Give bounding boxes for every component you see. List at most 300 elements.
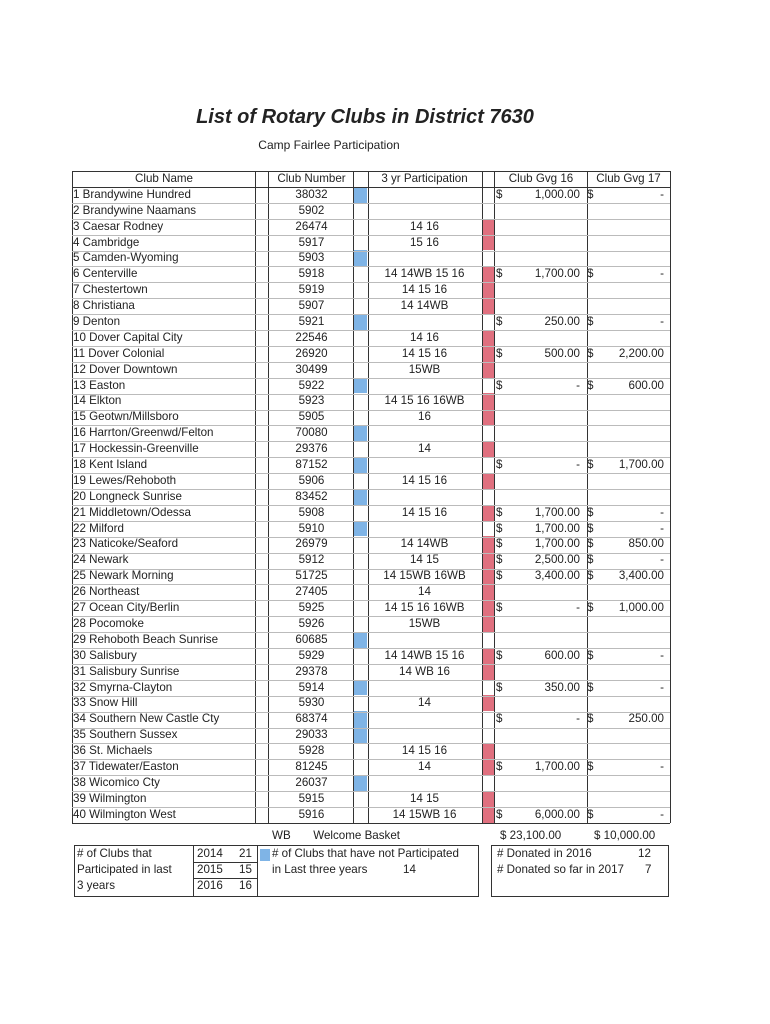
club-name: 1 Brandywine Hundred: [73, 187, 191, 201]
participation-marker: [354, 521, 367, 537]
participation-marker: [354, 616, 367, 632]
gvg16-cell: [496, 266, 586, 282]
dollar-sign: $: [496, 712, 503, 726]
club-name: 3 Caesar Rodney: [73, 219, 164, 233]
grid-hline: [72, 314, 670, 315]
table-row: [72, 632, 672, 648]
gvg17-cell: [587, 346, 670, 362]
dollar-sign: $: [587, 601, 594, 615]
grid-hline: [72, 394, 670, 395]
club-name: 30 Salisbury: [73, 648, 137, 662]
gvg16-cell: [496, 330, 586, 346]
participation-marker: [354, 266, 367, 282]
gvg17-value: 600.00: [628, 378, 664, 392]
red-marker: [482, 505, 494, 521]
participation-marker: [354, 235, 367, 251]
gvg17-cell: [587, 775, 670, 791]
participation-years: 14 16: [409, 219, 439, 233]
gvg17-cell: [587, 632, 670, 648]
participation-marker: [354, 425, 367, 441]
grid-hline: [72, 696, 670, 697]
club-number: 5916: [298, 807, 325, 821]
dollar-sign: $: [496, 315, 503, 329]
gvg17-value: 1,700.00: [618, 458, 664, 472]
red-marker: [482, 330, 494, 346]
dollar-sign: $: [496, 648, 503, 662]
participation-years: [368, 425, 481, 441]
club-name: 33 Snow Hill: [73, 696, 138, 710]
dollar-sign: $: [587, 648, 594, 662]
club-number: 26920: [295, 346, 328, 360]
grid-hline: [72, 425, 670, 426]
table-row: [72, 600, 672, 616]
club-number: 5915: [298, 791, 325, 805]
gvg17-value: 250.00: [628, 712, 664, 726]
donated-2016-label: # Donated in 2016: [497, 847, 592, 860]
grid-hline: [72, 298, 670, 299]
club-number: 5925: [298, 601, 325, 615]
participation-marker: [354, 632, 367, 648]
gvg17-cell: [587, 616, 670, 632]
club-name: 26 Northeast: [73, 585, 140, 599]
wb-text: Welcome Basket: [313, 829, 401, 842]
table-row: [72, 584, 672, 600]
club-name: 5 Camden-Wyoming: [73, 251, 179, 265]
grid-hline: [72, 632, 670, 633]
grid-hline: [72, 330, 670, 331]
club-number: 5918: [298, 267, 325, 281]
header-gvg17: Club Gvg 17: [596, 172, 661, 185]
gvg16-cell: [496, 664, 586, 680]
grid-vline: [353, 171, 354, 823]
club-number: 27405: [295, 585, 328, 599]
gvg16-cell: [496, 552, 586, 568]
donated-2016-count: 12: [638, 847, 651, 860]
gvg16-cell: [496, 457, 586, 473]
dollar-sign: $: [496, 680, 503, 694]
participation-marker: [354, 552, 367, 568]
dollar-sign: $: [587, 680, 594, 694]
gvg17-value: -: [660, 759, 664, 773]
dollar-sign: $: [587, 267, 594, 281]
club-number: 5910: [298, 521, 325, 535]
participation-marker: [354, 648, 367, 664]
gvg17-cell: [587, 393, 670, 409]
club-number: 5908: [298, 505, 325, 519]
grid-hline: [72, 648, 670, 649]
club-name: 15 Geotwn/Millsboro: [73, 410, 179, 424]
gvg16-value: -: [576, 458, 580, 472]
dollar-sign: $: [496, 267, 503, 281]
table-row: [72, 791, 672, 807]
gvg16-cell: [496, 314, 586, 330]
club-name: 9 Denton: [73, 315, 121, 329]
participation-years: [368, 775, 481, 791]
club-name: 7 Chestertown: [73, 283, 148, 297]
gvg17-cell: [587, 600, 670, 616]
grid-vline: [255, 171, 256, 823]
grid-hline: [72, 171, 670, 172]
red-marker: [482, 791, 494, 807]
gvg16-cell: [496, 409, 586, 425]
header-gvg16: Club Gvg 16: [508, 172, 574, 185]
grid-hline: [72, 616, 670, 617]
club-name: 23 Naticoke/Seaford: [73, 537, 179, 551]
participation-marker: [354, 807, 367, 823]
gvg16-cell: [496, 425, 586, 441]
club-number: 5926: [298, 616, 325, 630]
table-row: [72, 203, 672, 219]
dollar-sign: $: [587, 807, 594, 821]
grid-hline: [72, 728, 670, 729]
red-marker: [482, 648, 494, 664]
gvg17-cell: [587, 743, 670, 759]
table-row: [72, 330, 672, 346]
participation-marker: [354, 664, 367, 680]
grid-vline: [368, 171, 369, 823]
red-marker: [482, 536, 494, 552]
gvg17-cell: [587, 727, 670, 743]
gvg16-cell: [496, 680, 586, 696]
dollar-sign: $: [496, 378, 503, 392]
participation-years: [368, 314, 481, 330]
red-marker: [482, 743, 494, 759]
grid-hline: [72, 362, 670, 363]
dollar-sign: $: [587, 712, 594, 726]
club-name: 36 St. Michaels: [73, 744, 153, 758]
club-number: 29378: [295, 664, 328, 678]
participation-years: 14: [418, 442, 431, 456]
table-row: [72, 727, 672, 743]
club-name: 14 Elkton: [73, 394, 122, 408]
grid-hline: [72, 378, 670, 379]
table-row: [72, 664, 672, 680]
grid-hline: [72, 251, 670, 252]
gvg16-cell: [496, 346, 586, 362]
gvg16-value: 1,700.00: [534, 521, 580, 535]
participation-years: 14 15 16: [401, 473, 448, 487]
club-name: 10 Dover Capital City: [73, 330, 183, 344]
red-marker: [482, 362, 494, 378]
gvg16-cell: [496, 250, 586, 266]
gvg17-cell: [587, 235, 670, 251]
club-name: 16 Harrton/Greenwd/Felton: [73, 426, 214, 440]
donated-2017-count: 7: [645, 863, 652, 876]
participation-marker: [354, 600, 367, 616]
club-name: 12 Dover Downtown: [73, 362, 178, 376]
gvg17-cell: [587, 409, 670, 425]
gvg17-value: -: [660, 521, 664, 535]
dollar-sign: $: [587, 378, 594, 392]
club-number: 5903: [298, 251, 325, 265]
club-name: 28 Pocomoke: [73, 616, 144, 630]
donated-2017-label: # Donated so far in 2017: [497, 863, 624, 876]
participation-marker: [354, 536, 367, 552]
red-marker: [482, 219, 494, 235]
dollar-sign: $: [587, 458, 594, 472]
participation-years: 14: [418, 585, 431, 599]
gvg17-value: -: [660, 648, 664, 662]
participation-years: 14 15 16 16WB: [384, 394, 465, 408]
gvg16-cell: [496, 235, 586, 251]
participation-years: 14 16: [409, 330, 439, 344]
grid-hline: [72, 219, 670, 220]
participation-years: [368, 203, 481, 219]
blue-marker-legend: [260, 849, 270, 861]
grid-hline: [72, 410, 670, 411]
grid-hline: [72, 680, 670, 681]
red-marker: [482, 441, 494, 457]
club-number: 5930: [298, 696, 325, 710]
participation-marker: [354, 473, 367, 489]
table-row: [72, 473, 672, 489]
club-number: 51725: [295, 569, 328, 583]
red-marker: [482, 346, 494, 362]
page-title: List of Rotary Clubs in District 7630: [196, 106, 534, 128]
gvg17-cell: [587, 584, 670, 600]
gvg16-cell: [496, 695, 586, 711]
participation-years: [368, 378, 481, 394]
dollar-sign: $: [496, 458, 503, 472]
dollar-sign: $: [587, 569, 594, 583]
participation-marker: [354, 457, 367, 473]
club-number: 29033: [295, 728, 328, 742]
dollar-sign: $: [496, 505, 503, 519]
table-row: [72, 775, 672, 791]
gvg17-cell: [587, 648, 670, 664]
participation-years: [368, 727, 481, 743]
grid-vline: [72, 171, 73, 823]
gvg16-cell: [496, 203, 586, 219]
table-row: [72, 648, 672, 664]
table-row: [72, 711, 672, 727]
participation-years: 14 15 16: [401, 346, 448, 360]
club-number: 26474: [295, 219, 328, 233]
gvg17-cell: [587, 314, 670, 330]
participation-marker: [354, 584, 367, 600]
participation-years: 14 14WB: [400, 299, 449, 313]
gvg17-cell: [587, 552, 670, 568]
participation-years: 14 15WB 16: [392, 807, 457, 821]
table-row: [72, 362, 672, 378]
club-name: 40 Wilmington West: [73, 807, 176, 821]
summary-line-3: 3 years: [77, 879, 116, 892]
gvg16-cell: [496, 727, 586, 743]
table-row: [72, 552, 672, 568]
participation-years: 16: [418, 410, 431, 424]
header-club-number: Club Number: [277, 172, 346, 185]
gvg16-cell: [496, 473, 586, 489]
participation-marker: [354, 362, 367, 378]
gvg17-cell: [587, 791, 670, 807]
club-number: 60685: [295, 632, 328, 646]
grid-hline: [72, 266, 670, 267]
grid-hline: [72, 521, 670, 522]
gvg16-cell: [496, 378, 586, 394]
club-number: 5917: [298, 235, 325, 249]
grid-hline: [72, 600, 670, 601]
grid-hline: [72, 457, 670, 458]
participation-years: 14: [418, 759, 431, 773]
club-number: 5906: [298, 473, 325, 487]
count-2015: 15: [239, 863, 252, 876]
table-row: [72, 314, 672, 330]
participation-years: 14 15: [409, 553, 439, 567]
participation-years: 14 14WB 15 16: [384, 267, 465, 281]
club-name: 17 Hockessin-Greenville: [73, 442, 199, 456]
gvg17-value: 1,000.00: [618, 601, 664, 615]
red-marker: [482, 600, 494, 616]
club-number: 26037: [295, 775, 328, 789]
club-number: 5922: [298, 378, 325, 392]
club-name: 13 Easton: [73, 378, 126, 392]
participation-years: 14: [418, 696, 431, 710]
red-marker: [482, 409, 494, 425]
participation-marker: [354, 314, 367, 330]
participation-marker: [354, 568, 367, 584]
gvg17-cell: [587, 473, 670, 489]
red-marker: [482, 282, 494, 298]
gvg16-cell: [496, 536, 586, 552]
club-number: 5919: [298, 283, 325, 297]
club-name: 18 Kent Island: [73, 458, 148, 472]
table-row: [72, 807, 672, 823]
grid-hline: [72, 282, 670, 283]
page-subtitle: Camp Fairlee Participation: [258, 138, 400, 152]
wb-abbr: WB: [272, 829, 291, 842]
table-row: [72, 425, 672, 441]
club-number: 5907: [298, 299, 325, 313]
grid-vline: [670, 171, 671, 823]
club-number: 38032: [295, 187, 328, 201]
participation-years: [368, 457, 481, 473]
table-row: [72, 489, 672, 505]
club-name: 6 Centerville: [73, 267, 138, 281]
table-row: [72, 505, 672, 521]
gvg16-cell: [496, 743, 586, 759]
participation-marker: [354, 187, 367, 203]
gvg17-value: -: [660, 187, 664, 201]
participation-years: 15 16: [409, 235, 439, 249]
gvg16-value: 6,000.00: [534, 807, 580, 821]
club-name: 24 Newark: [73, 553, 129, 567]
club-number: 26979: [295, 537, 328, 551]
dollar-sign: $: [587, 187, 594, 201]
club-name: 22 Milford: [73, 521, 124, 535]
grid-hline: [72, 473, 670, 474]
wb-legend: [272, 828, 400, 844]
dollar-sign: $: [587, 759, 594, 773]
club-name: 4 Cambridge: [73, 235, 140, 249]
club-number: 87152: [295, 458, 328, 472]
gvg16-value: 1,700.00: [534, 505, 580, 519]
header-participation: 3 yr Participation: [381, 172, 468, 185]
total-gvg16: $ 23,100.00: [500, 829, 562, 842]
gvg16-value: -: [576, 712, 580, 726]
club-name: 21 Middletown/Odessa: [73, 505, 191, 519]
grid-hline: [72, 569, 670, 570]
gvg17-cell: [587, 187, 670, 203]
summary-donated-box: [491, 845, 669, 897]
participation-marker: [354, 378, 367, 394]
gvg16-value: 350.00: [544, 680, 580, 694]
gvg16-value: -: [576, 601, 580, 615]
participation-years: 14 WB 16: [399, 664, 450, 678]
gvg16-cell: [496, 584, 586, 600]
table-row: [72, 393, 672, 409]
gvg17-value: -: [660, 267, 664, 281]
participation-marker: [354, 775, 367, 791]
participation-years: [368, 711, 481, 727]
gvg16-cell: [496, 711, 586, 727]
gvg16-value: -: [576, 378, 580, 392]
gvg16-value: 1,700.00: [534, 537, 580, 551]
gvg16-cell: [496, 648, 586, 664]
gvg16-cell: [496, 489, 586, 505]
table-row: [72, 409, 672, 425]
grid-hline: [72, 553, 670, 554]
red-marker: [482, 759, 494, 775]
red-marker: [482, 552, 494, 568]
participation-marker: [354, 727, 367, 743]
gvg17-value: -: [660, 680, 664, 694]
dollar-sign: $: [496, 601, 503, 615]
participation-marker: [354, 505, 367, 521]
club-number: 70080: [295, 426, 328, 440]
gvg17-cell: [587, 362, 670, 378]
club-number: 5921: [298, 315, 325, 329]
gvg16-cell: [496, 362, 586, 378]
gvg17-cell: [587, 505, 670, 521]
gvg17-value: 3,400.00: [618, 569, 664, 583]
gvg17-value: -: [660, 807, 664, 821]
red-marker: [482, 568, 494, 584]
club-number: 83452: [295, 489, 328, 503]
club-number: 5914: [298, 680, 325, 694]
gvg17-cell: [587, 521, 670, 537]
gvg17-cell: [587, 536, 670, 552]
table-row: [72, 266, 672, 282]
year-2014: 2014: [197, 847, 223, 860]
gvg17-cell: [587, 441, 670, 457]
grid-hline: [72, 807, 670, 808]
gvg16-cell: [496, 759, 586, 775]
participation-marker: [354, 791, 367, 807]
participation-marker: [354, 393, 367, 409]
grid-hline: [72, 537, 670, 538]
red-marker: [482, 695, 494, 711]
red-marker: [482, 235, 494, 251]
red-marker: [482, 266, 494, 282]
gvg16-value: 250.00: [544, 315, 580, 329]
count-2014: 21: [239, 847, 252, 860]
club-number: 29376: [295, 442, 328, 456]
grid-hline: [72, 664, 670, 665]
club-number: 68374: [295, 712, 328, 726]
gvg17-cell: [587, 695, 670, 711]
grid-hline: [72, 823, 670, 824]
club-name: 20 Longneck Sunrise: [73, 489, 182, 503]
club-number: 5928: [298, 744, 325, 758]
dollar-sign: $: [587, 505, 594, 519]
participation-years: 14 15 16 16WB: [384, 601, 465, 615]
participation-marker: [354, 759, 367, 775]
club-number: 81245: [295, 759, 328, 773]
grid-hline: [72, 235, 670, 236]
participation-marker: [354, 743, 367, 759]
participation-marker: [354, 409, 367, 425]
gvg17-cell: [587, 282, 670, 298]
